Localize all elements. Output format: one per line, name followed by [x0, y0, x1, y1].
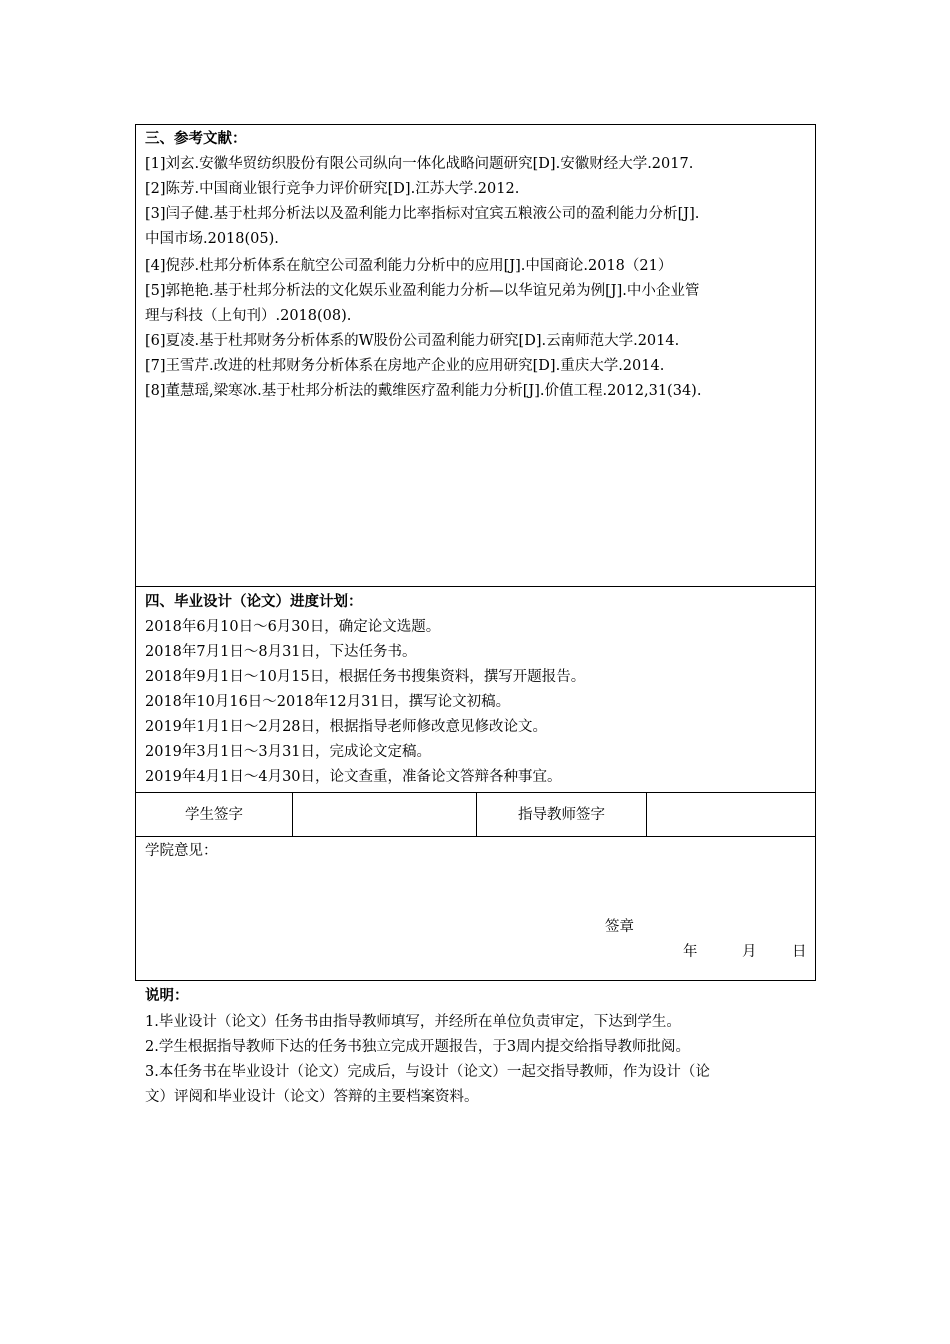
- schedule-item: 2019年4月1日～4月30日，论文查重，准备论文答辩各种事宜。: [145, 769, 562, 785]
- reference-item: 理与科技（上旬刊）.2018(08).: [145, 308, 352, 324]
- college-opinion-title: 学院意见：: [145, 843, 218, 859]
- teacher-signature-label: 指导教师签字: [518, 807, 605, 823]
- schedule-item: 2019年3月1日～3月31日，完成论文定稿。: [145, 744, 432, 760]
- student-signature-label: 学生签字: [185, 807, 243, 823]
- cell-divider: [646, 792, 647, 836]
- section-divider: [136, 586, 815, 587]
- date-day-label: 日: [792, 944, 807, 960]
- schedule-item: 2019年1月1日～2月28日，根据指导老师修改意见修改论文。: [145, 719, 548, 735]
- reference-item: [3]闫子健.基于杜邦分析法以及盈利能力比率指标对宜宾五粮液公司的盈利能力分析[J].: [145, 206, 700, 222]
- date-month-label: 月: [742, 944, 757, 960]
- schedule-item: 2018年6月10日～6月30日，确定论文选题。: [145, 619, 441, 635]
- reference-item: [7]王雪芹.改进的杜邦财务分析体系在房地产企业的应用研究[D].重庆大学.2014.: [145, 358, 665, 374]
- seal-label: 签章: [605, 919, 634, 935]
- date-year-label: 年: [683, 944, 698, 960]
- note-item: 1.毕业设计（论文）任务书由指导教师填写，并经所在单位负责审定，下达到学生。: [145, 1014, 681, 1030]
- reference-item: [5]郭艳艳.基于杜邦分析法的文化娱乐业盈利能力分析—以华谊兄弟为例[J].中小企业管: [145, 283, 700, 299]
- note-item: 文）评阅和毕业设计（论文）答辩的主要档案资料。: [145, 1089, 479, 1105]
- schedule-item: 2018年10月16日～2018年12月31日，撰写论文初稿。: [145, 694, 511, 710]
- notes-title: 说明：: [145, 987, 189, 1004]
- reference-item: [8]董慧瑶,梁寒冰.基于杜邦分析法的戴维医疗盈利能力分析[J].价值工程.2012,31(34).: [145, 383, 702, 399]
- section-divider: [136, 836, 815, 837]
- reference-item: [1]刘玄.安徽华贸纺织股份有限公司纵向一体化战略问题研究[D].安徽财经大学.2017.: [145, 156, 694, 172]
- task-form-table: [135, 124, 816, 981]
- note-item: 3.本任务书在毕业设计（论文）完成后，与设计（论文）一起交指导教师，作为设计（论: [145, 1064, 710, 1080]
- schedule-title: 四、毕业设计（论文）进度计划：: [145, 593, 363, 610]
- schedule-item: 2018年9月1日～10月15日，根据任务书搜集资料，撰写开题报告。: [145, 669, 586, 685]
- cell-divider: [292, 792, 293, 836]
- note-item: 2.学生根据指导教师下达的任务书独立完成开题报告，于3周内提交给指导教师批阅。: [145, 1039, 691, 1055]
- reference-item: [6]夏凌.基于杜邦财务分析体系的W股份公司盈利能力研究[D].云南师范大学.2014.: [145, 333, 680, 349]
- schedule-item: 2018年7月1日～8月31日，下达任务书。: [145, 644, 417, 660]
- reference-item: 中国市场.2018(05).: [145, 231, 279, 247]
- references-title: 三、参考文献：: [145, 130, 247, 147]
- reference-item: [4]倪莎.杜邦分析体系在航空公司盈利能力分析中的应用[J].中国商论.2018（21）: [145, 258, 673, 274]
- reference-item: [2]陈芳.中国商业银行竞争力评价研究[D].江苏大学.2012.: [145, 181, 520, 197]
